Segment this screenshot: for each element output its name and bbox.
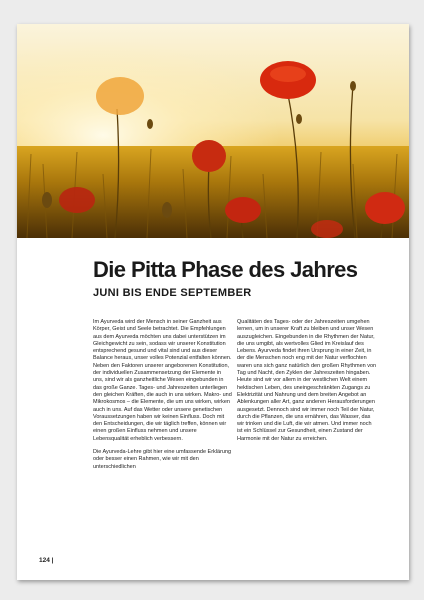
poppy-field-photo [17,24,409,238]
paragraph: Die Ayurveda-Lehre gibt hier eine umfassende Erklärung oder besser einen Rahmen, wie wir mit den unterschiedlichen [93,449,232,470]
magazine-page [17,24,409,580]
page-number: 124 | [39,557,54,564]
text-column-left [93,319,233,477]
article-title: Die Pitta Phase des Jahres [93,257,358,282]
paragraph: Im Ayurveda wird der Mensch in seiner Ganzheit aus Körper, Geist und Seele betrachtet. Die Empfehlungen aus dem Ayurveda möchten uns dabei unterstützen im Gleichgewicht zu sein, sodass wir unserer Konstitution entsprechend gesund und vital sind und aus dieser Balance heraus, unser volles Potenzial entfalten können. Neben den Faktoren unserer angeborenen Konstitution, der individuellen Zusammensetzung der Elemente in uns, sind wir als ganzheitliche Wesen eingebunden in das große Ganze. Tages- und Jahreszeiten unterliegen den gleichen Kräften, die auch in uns wirken. Makro- und Mikrokosmos – die Elemente, die um uns wirken, wirken auch in uns. Auf das Wetter oder unsere genetischen Voraussetzungen haben wir keinen Einfluss. Doch mit den Entscheidungen, die wir täglich treffen, können wir einen großen Einfluss nehmen und unsere Lebensqualität erheblich verbessern. [93,319,232,442]
article-subtitle: JUNI BIS ENDE SEPTEMBER [93,287,252,299]
paragraph: Qualitäten des Tages- oder der Jahreszeiten umgehen lernen, um in unserer Kraft zu bleiben und unser Wesen auszugleichen. Eingebunden in die Rhythmen der Natur, die uns umgibt, als wertvolles Glied im Kreislauf des Lebens. Ayurveda findet ihren Ursprung in einer Zeit, in der die Menschen noch eng mit der Natur verflochten waren uns sich ganz natürlich den großen Rhythmen von Tag und Nacht, den Zyklen der Jahreszeiten hingaben. Heute sind wir vor allem in der westlichen Welt einem hektischen Leben, des uneingeschränkten Zugangs zu Elektrizität und Nahrung und dem breiten Angebot an Ablenkungen aller Art, ganz anderen Herausforderungen ausgesetzt. Dennoch sind wir immer noch Teil der Natur, durch die Pflanzen, die uns ernähren, das Wasser, das wir trinken und die Luft, die wir atmen. Und immer noch ist ein Schlüssel zur Gesundheit, einen Zustand der Harmonie mit der Natur zu erreichen. [237,319,377,442]
text-column-right [237,319,377,449]
